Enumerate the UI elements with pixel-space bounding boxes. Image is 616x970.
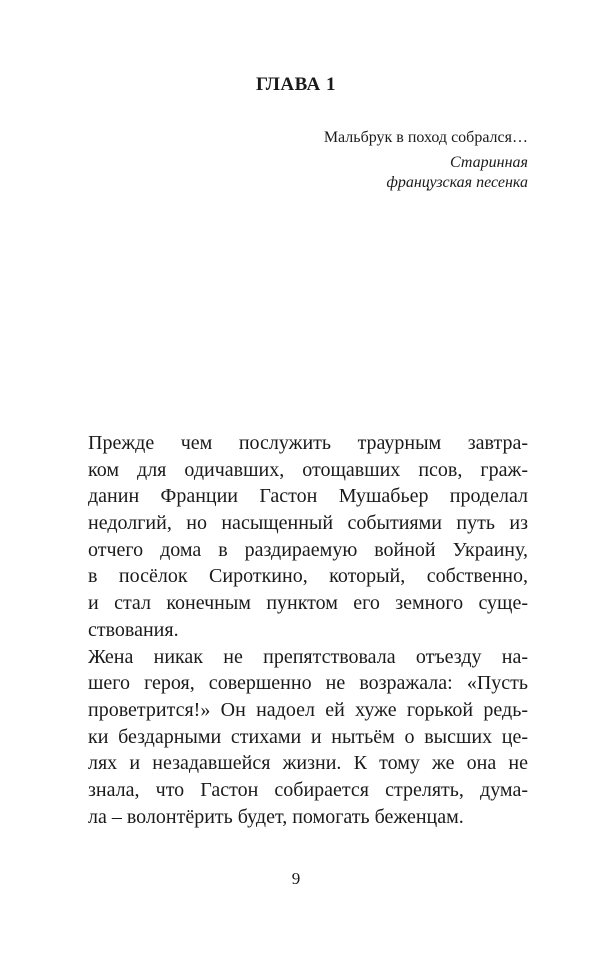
text-line: ла – волонтёрить будет, помогать беженцам. <box>88 805 464 828</box>
paragraph <box>88 644 528 831</box>
text-line: отчего дома в раздираемую войной Украину, <box>88 538 528 561</box>
chapter-title: ГЛАВА 1 <box>255 74 337 95</box>
body-text <box>88 430 528 830</box>
epigraph-source <box>338 153 528 193</box>
text-line: шего героя, совершенно не возражала: «Пусть <box>88 672 528 695</box>
text-line: проветрится!» Он надоел ей хуже горькой редь- <box>88 698 528 721</box>
epigraph-source-line: Старинная <box>450 154 528 171</box>
text-line: ки бездарными стихами и нытьём о высших це- <box>88 725 528 748</box>
text-line: данин Франции Гастон Мушабьер проделал <box>88 485 528 508</box>
text-line: и стал конечным пунктом его земного суще- <box>88 592 528 615</box>
page-number: 9 <box>291 869 301 888</box>
epigraph-quote: Мальбрук в поход собрался… <box>323 129 528 146</box>
text-line: Жена никак не препятствовала отъезду на- <box>88 645 528 668</box>
epigraph-source-line: французская песенка <box>386 174 528 191</box>
text-line: недолгий, но насыщенный событиями путь из <box>88 512 528 535</box>
paragraph <box>88 430 528 644</box>
text-line: ствования. <box>88 618 179 641</box>
text-line: знала, что Гастон собирается стрелять, дума- <box>88 778 528 801</box>
text-line: ком для одичавших, отощавших псов, граж- <box>88 458 528 481</box>
text-line: Прежде чем послужить траурным завтра- <box>88 432 528 454</box>
epigraph <box>324 128 528 193</box>
text-line: лях и незадавшейся жизни. К тому же она не <box>88 752 528 775</box>
text-line: в посёлок Сироткино, который, собственно, <box>88 565 528 588</box>
